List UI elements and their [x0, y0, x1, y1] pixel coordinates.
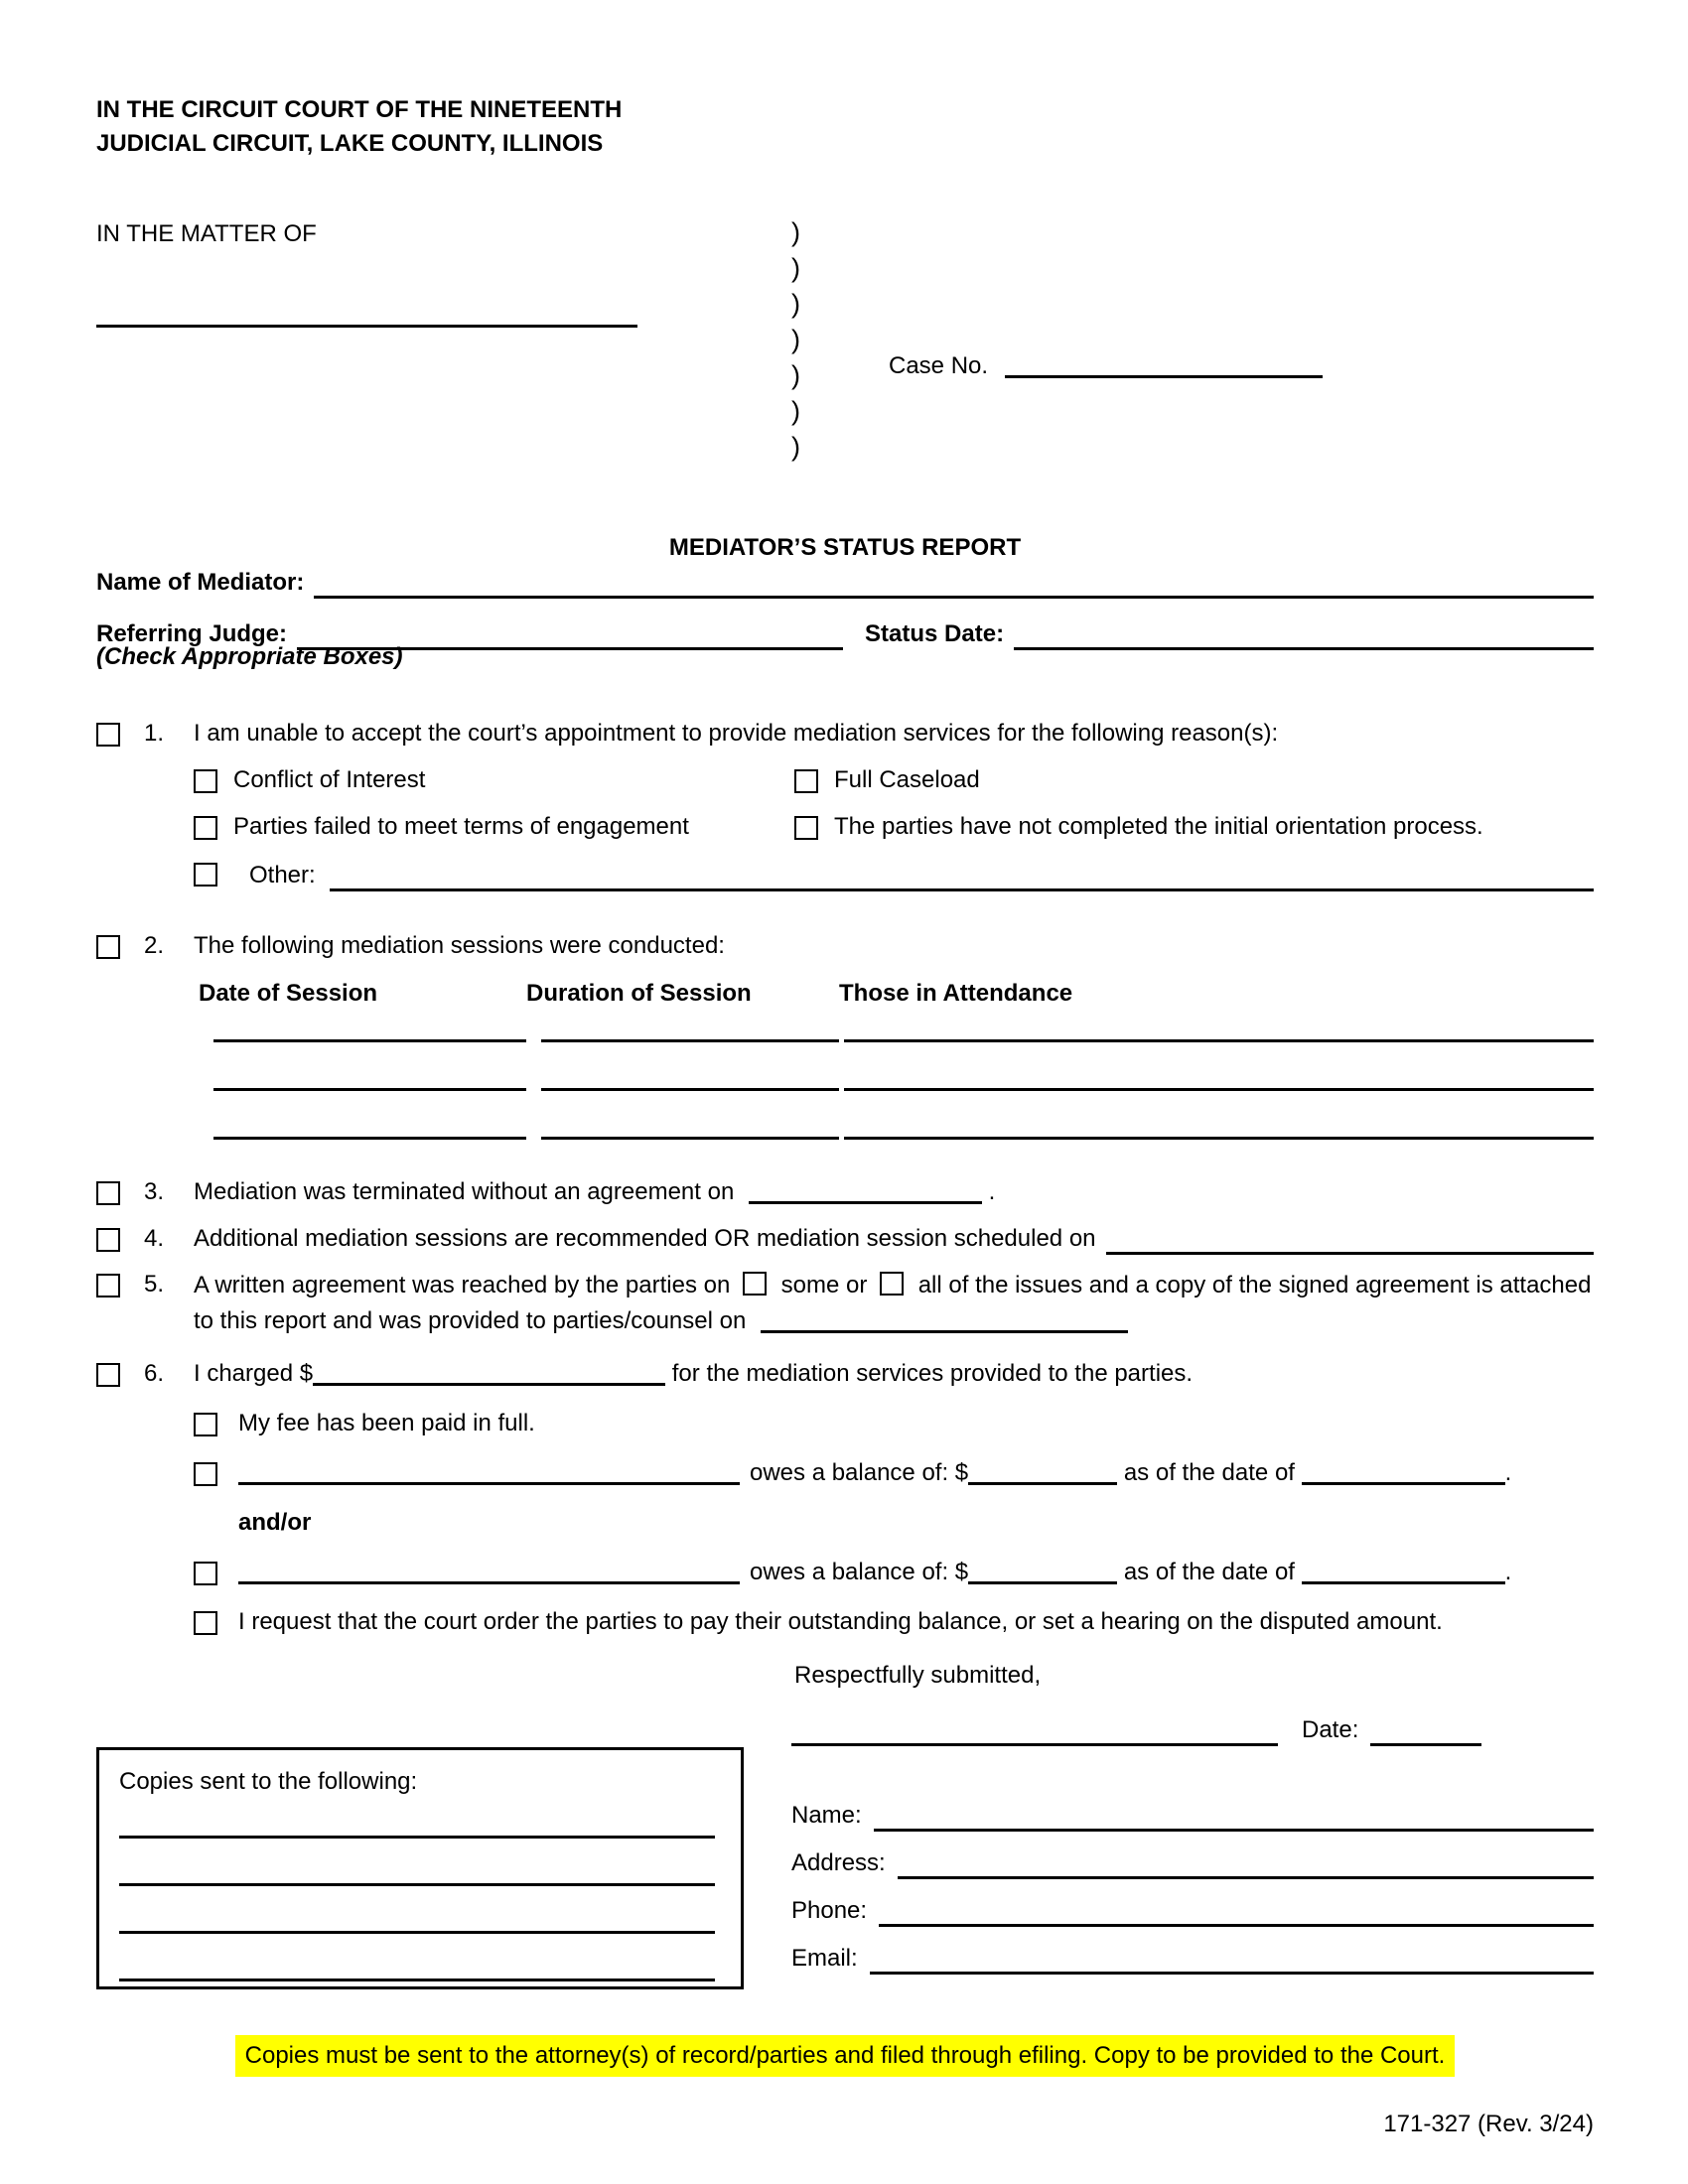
address-field[interactable]	[898, 1846, 1594, 1879]
case-no-label: Case No.	[889, 352, 989, 379]
item4-number: 4.	[144, 1225, 165, 1252]
session-duration-field[interactable]	[541, 1133, 839, 1140]
request-order-checkbox[interactable]	[194, 1611, 217, 1635]
court-header-line1: IN THE CIRCUIT COURT OF THE NINETEENTH	[96, 96, 623, 123]
address-row	[791, 1846, 1594, 1880]
owes1-amount-field[interactable]	[968, 1458, 1117, 1485]
item2-text: The following mediation sessions were conducted:	[194, 932, 725, 959]
item-4	[96, 1222, 1594, 1256]
owes2-party-field[interactable]	[238, 1558, 740, 1584]
phone-row	[791, 1894, 1594, 1928]
item5-text-part1: A written agreement was reached by the parties on	[194, 1272, 731, 1298]
session-date-field[interactable]	[213, 1084, 526, 1091]
owes2-amount-field[interactable]	[968, 1558, 1117, 1584]
session-row	[199, 1042, 1594, 1091]
item1-text: I am unable to accept the court’s appointment to provide mediation services for the following reason(s):	[194, 720, 1279, 747]
case-no-row	[889, 351, 1323, 380]
item6-charged-prefix: I charged $	[194, 1360, 314, 1387]
col-date-of-session: Date of Session	[199, 980, 378, 1007]
paren-glyph: )	[791, 217, 800, 247]
copies-recipient-field[interactable]	[119, 1931, 715, 1934]
item-5	[96, 1268, 1594, 1339]
option-other	[194, 857, 1594, 892]
not-completed-checkbox[interactable]	[794, 816, 818, 840]
andor-label: and/or	[238, 1509, 312, 1536]
item3-suffix: .	[988, 1178, 996, 1205]
option-conflict-of-interest	[194, 763, 794, 797]
owes1-label: owes a balance of: $	[750, 1459, 969, 1486]
name-label: Name:	[791, 1802, 862, 1829]
matter-blank-line[interactable]	[96, 325, 637, 328]
owes1-checkbox[interactable]	[194, 1462, 217, 1486]
parties-failed-checkbox[interactable]	[194, 816, 217, 840]
closing-block	[96, 1713, 1594, 2011]
form-title: MEDIATOR’S STATUS REPORT	[668, 534, 1022, 561]
mediator-field[interactable]	[314, 566, 1594, 599]
session-duration-field[interactable]	[541, 1084, 839, 1091]
item-1	[96, 717, 1594, 892]
owes2-label: owes a balance of: $	[750, 1559, 969, 1585]
case-caption	[96, 217, 1594, 508]
all-issues-checkbox[interactable]	[880, 1272, 904, 1296]
owes1-party-field[interactable]	[238, 1458, 740, 1485]
full-caseload-label: Full Caseload	[834, 766, 980, 793]
other-field[interactable]	[330, 859, 1594, 891]
phone-label: Phone:	[791, 1897, 868, 1924]
email-label: Email:	[791, 1945, 858, 1972]
session-date-field[interactable]	[213, 1035, 526, 1042]
filing-notice	[96, 2035, 1594, 2077]
address-label: Address:	[791, 1849, 886, 1876]
col-those-in-attendance: Those in Attendance	[839, 980, 1073, 1007]
item5-number: 5.	[144, 1271, 165, 1297]
session-attendance-field[interactable]	[844, 1035, 1594, 1042]
copies-recipient-field[interactable]	[119, 1883, 715, 1886]
session-attendance-field[interactable]	[844, 1084, 1594, 1091]
item3-date-field[interactable]	[749, 1177, 982, 1204]
item3-checkbox[interactable]	[96, 1181, 120, 1205]
not-completed-label: The parties have not completed the initial orientation process.	[834, 813, 1483, 840]
item4-text: Additional mediation sessions are recommended OR mediation session scheduled on	[194, 1225, 1096, 1252]
other-label: Other:	[249, 862, 316, 888]
owes2-as-of-label: as of the date of	[1123, 1559, 1295, 1585]
session-table-header	[199, 977, 1594, 1011]
conflict-checkbox[interactable]	[194, 769, 217, 793]
item2-checkbox[interactable]	[96, 935, 120, 959]
paren-glyph: )	[791, 396, 800, 426]
item1-options	[194, 763, 1594, 892]
court-header-line2: JUDICIAL CIRCUIT, LAKE COUNTY, ILLINOIS	[96, 130, 604, 157]
option-full-caseload	[794, 763, 1594, 797]
court-header	[96, 93, 622, 161]
copies-recipient-field[interactable]	[119, 1836, 715, 1839]
email-row	[791, 1942, 1594, 1976]
paren-glyph: )	[791, 253, 800, 283]
item3-text: Mediation was terminated without an agreement on	[194, 1178, 735, 1205]
status-date-label: Status Date:	[865, 620, 1005, 647]
phone-field[interactable]	[879, 1894, 1594, 1927]
owes2-checkbox[interactable]	[194, 1562, 217, 1585]
item1-checkbox[interactable]	[96, 723, 120, 747]
item-3	[96, 1175, 1594, 1209]
owes1-date-field[interactable]	[1302, 1458, 1505, 1485]
other-checkbox[interactable]	[194, 863, 217, 887]
item5-checkbox[interactable]	[96, 1274, 120, 1297]
judge-label: Referring Judge:	[96, 620, 288, 647]
item6-number: 6.	[144, 1360, 165, 1387]
session-duration-field[interactable]	[541, 1035, 839, 1042]
name-row	[791, 1799, 1594, 1833]
owes-balance-row-2	[194, 1556, 1594, 1589]
date-label: Date:	[1302, 1716, 1359, 1743]
fee-paid-checkbox[interactable]	[194, 1413, 217, 1436]
andor-row	[194, 1506, 1594, 1540]
session-attendance-field[interactable]	[844, 1133, 1594, 1140]
matter-label: IN THE MATTER OF	[96, 220, 317, 247]
some-issues-checkbox[interactable]	[743, 1272, 767, 1296]
copies-box-label: Copies sent to the following:	[119, 1768, 418, 1795]
mediator-row	[96, 566, 1594, 600]
respectfully-submitted: Respectfully submitted,	[794, 1662, 1042, 1689]
item5-text-part2: some or	[780, 1272, 868, 1298]
check-instruction: (Check Appropriate Boxes)	[96, 643, 403, 670]
name-field[interactable]	[874, 1799, 1594, 1832]
owes2-date-field[interactable]	[1302, 1558, 1505, 1584]
option-parties-failed	[194, 810, 794, 844]
conflict-label: Conflict of Interest	[233, 766, 426, 793]
charged-amount-field[interactable]	[313, 1359, 665, 1386]
item6-charged-suffix: for the mediation services provided to the parties.	[671, 1360, 1194, 1387]
case-no-field[interactable]	[1005, 351, 1323, 378]
item6-checkbox[interactable]	[96, 1363, 120, 1387]
signature-row	[791, 1713, 1594, 1747]
notice-highlight: Copies must be sent to the attorney(s) of record/parties and filed through efiling. Copy to be provided to the Court.	[235, 2035, 1456, 2077]
signature-field[interactable]	[791, 1713, 1278, 1746]
item5-text-part3: all of the issues and a copy of the signed agreement is attached to this report and was provided to parties/counsel on	[194, 1272, 1592, 1334]
session-date-field[interactable]	[213, 1133, 526, 1140]
email-field[interactable]	[870, 1942, 1594, 1975]
item5-date-field[interactable]	[761, 1306, 1128, 1333]
item1-number: 1.	[144, 720, 165, 747]
item3-number: 3.	[144, 1178, 165, 1205]
paren-glyph: )	[791, 325, 800, 354]
owes1-as-of-label: as of the date of	[1123, 1459, 1295, 1486]
owes-balance-row-1	[194, 1456, 1594, 1490]
copies-recipient-field[interactable]	[119, 1979, 715, 1981]
item-2	[96, 929, 1594, 1140]
option-not-completed	[794, 810, 1594, 844]
owes2-suffix: .	[1504, 1559, 1512, 1585]
full-caseload-checkbox[interactable]	[794, 769, 818, 793]
date-field[interactable]	[1370, 1713, 1481, 1746]
status-date-field[interactable]	[1014, 617, 1594, 650]
caption-parens	[791, 214, 800, 465]
signature-column	[791, 1713, 1594, 1976]
request-order-row	[194, 1605, 1594, 1639]
item4-date-field[interactable]	[1106, 1222, 1594, 1255]
paren-glyph: )	[791, 289, 800, 319]
parties-failed-label: Parties failed to meet terms of engagement	[233, 813, 689, 840]
paren-glyph: )	[791, 432, 800, 462]
mediator-label: Name of Mediator:	[96, 569, 305, 596]
session-row	[199, 1011, 1594, 1042]
item2-number: 2.	[144, 932, 165, 959]
col-duration-of-session: Duration of Session	[526, 980, 752, 1007]
owes1-suffix: .	[1504, 1459, 1512, 1486]
request-order-text: I request that the court order the parties to pay their outstanding balance, or set a hearing on the disputed amount.	[238, 1608, 1443, 1635]
form-number: 171-327 (Rev. 3/24)	[1383, 2111, 1594, 2137]
paren-glyph: )	[791, 360, 800, 390]
item-6	[96, 1357, 1594, 1639]
fee-paid-row	[194, 1407, 1594, 1440]
fee-paid-label: My fee has been paid in full.	[238, 1410, 535, 1436]
item4-checkbox[interactable]	[96, 1228, 120, 1252]
copies-box	[96, 1747, 744, 1989]
session-row	[199, 1091, 1594, 1140]
